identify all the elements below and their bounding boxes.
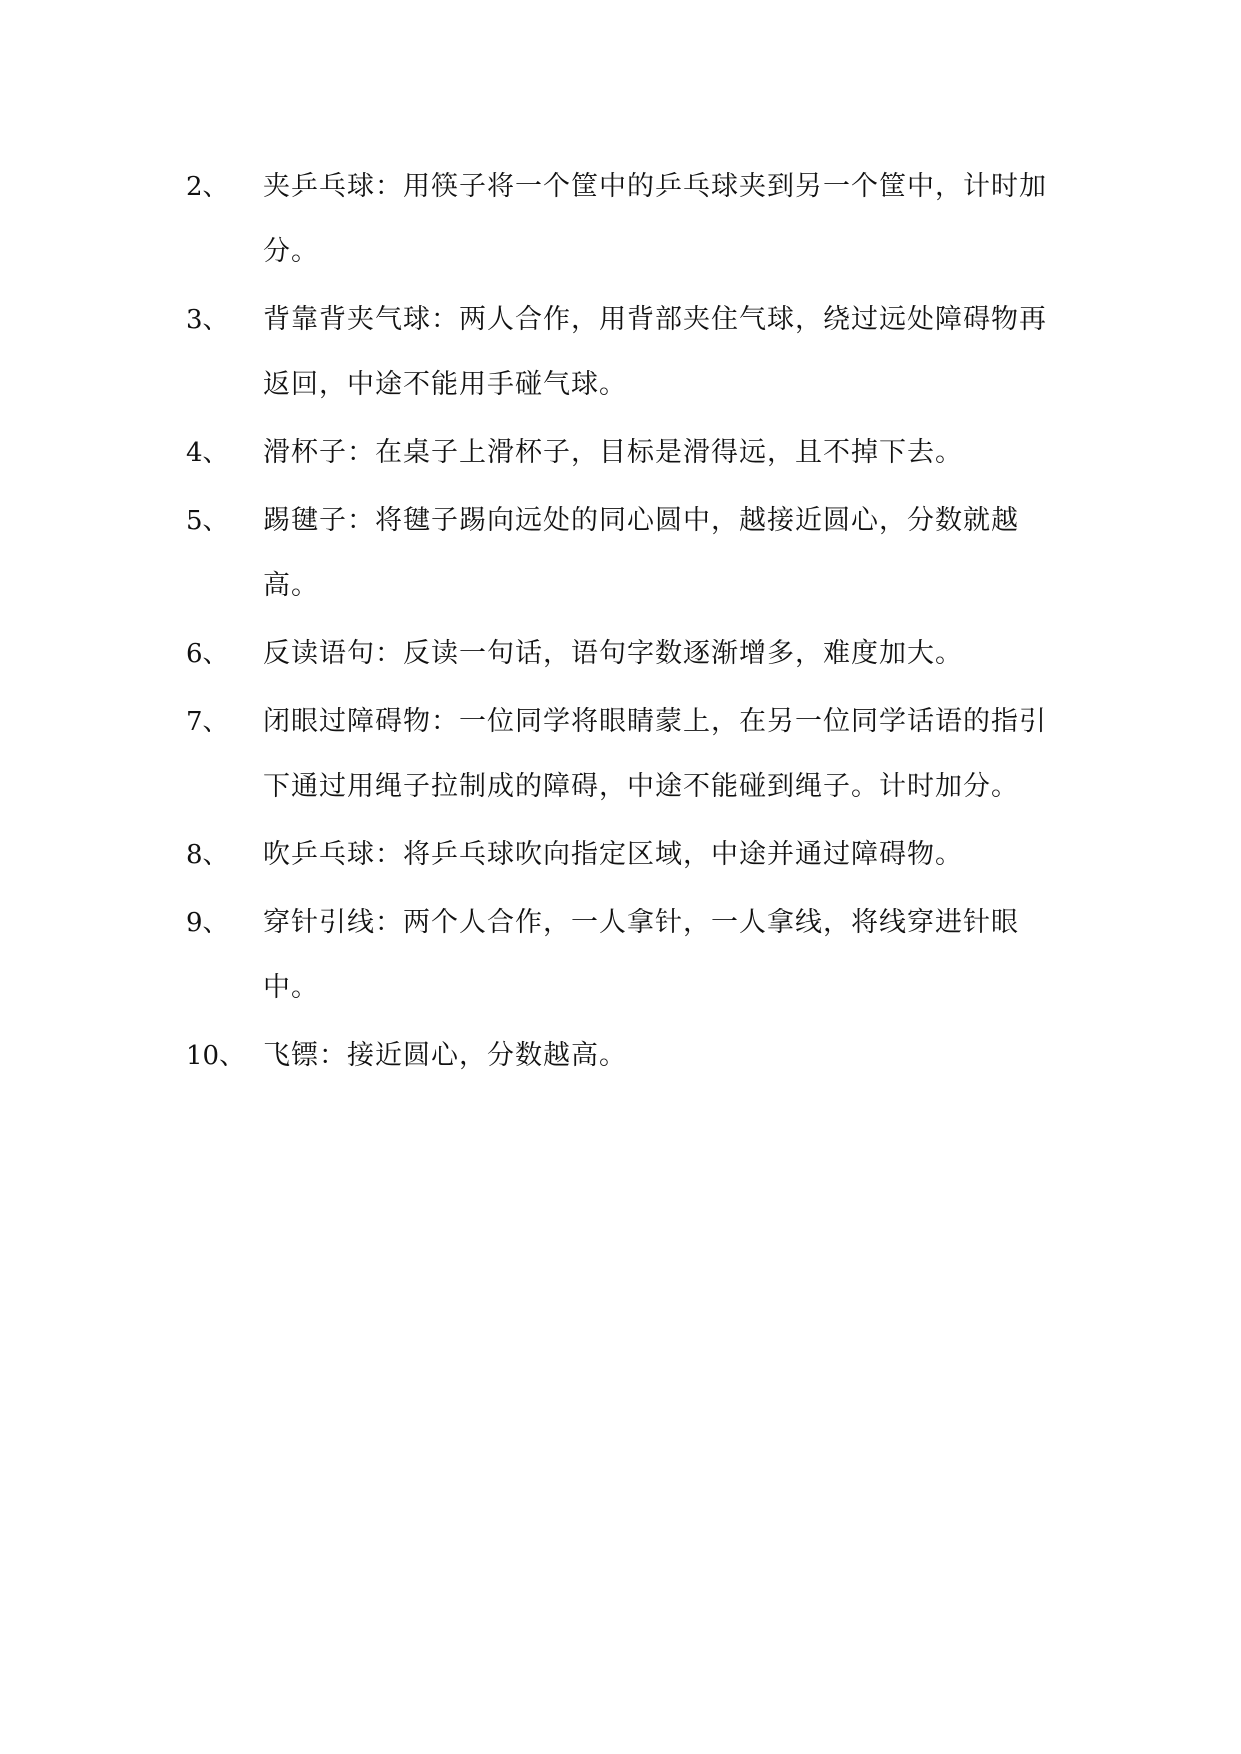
item-number: 3、 [186, 305, 229, 335]
item-number: 6、 [186, 639, 229, 669]
list-item [186, 492, 1066, 618]
item-text: 踢毽子：将毽子踢向远处的同心圆中，越接近圆心，分数就越高。 [263, 505, 1019, 601]
item-text: 夹乒乓球：用筷子将一个筐中的乒乓球夹到另一个筐中，计时加分。 [263, 171, 1047, 267]
item-text: 滑杯子：在桌子上滑杯子，目标是滑得远，且不掉下去。 [263, 437, 963, 468]
item-text: 闭眼过障碍物：一位同学将眼睛蒙上，在另一位同学话语的指引下通过用绳子拉制成的障碍，中途不能碰到绳子。计时加分。 [263, 706, 1047, 802]
item-text: 穿针引线：两个人合作，一人拿针，一人拿线，将线穿进针眼中。 [263, 907, 1019, 1003]
list-item [186, 625, 1066, 686]
list-item [186, 693, 1066, 819]
item-number: 2、 [186, 172, 229, 202]
item-text: 吹乒乓球：将乒乓球吹向指定区域，中途并通过障碍物。 [263, 839, 963, 870]
item-text: 飞镖：接近圆心，分数越高。 [263, 1040, 627, 1071]
item-number: 9、 [186, 908, 229, 938]
list-item [186, 1027, 1066, 1088]
list-item [186, 291, 1066, 417]
list-item [186, 894, 1066, 1020]
item-number: 10、 [186, 1041, 246, 1071]
item-number: 8、 [186, 840, 229, 870]
item-text: 背靠背夹气球：两人合作，用背部夹住气球，绕过远处障碍物再返回，中途不能用手碰气球。 [263, 304, 1047, 400]
item-text: 反读语句：反读一句话，语句字数逐渐增多，难度加大。 [263, 638, 963, 669]
item-number: 4、 [186, 438, 229, 468]
item-number: 7、 [186, 707, 229, 737]
game-list [186, 158, 1066, 1095]
list-item [186, 424, 1066, 485]
item-number: 5、 [186, 506, 229, 536]
list-item [186, 158, 1066, 284]
list-item [186, 826, 1066, 887]
